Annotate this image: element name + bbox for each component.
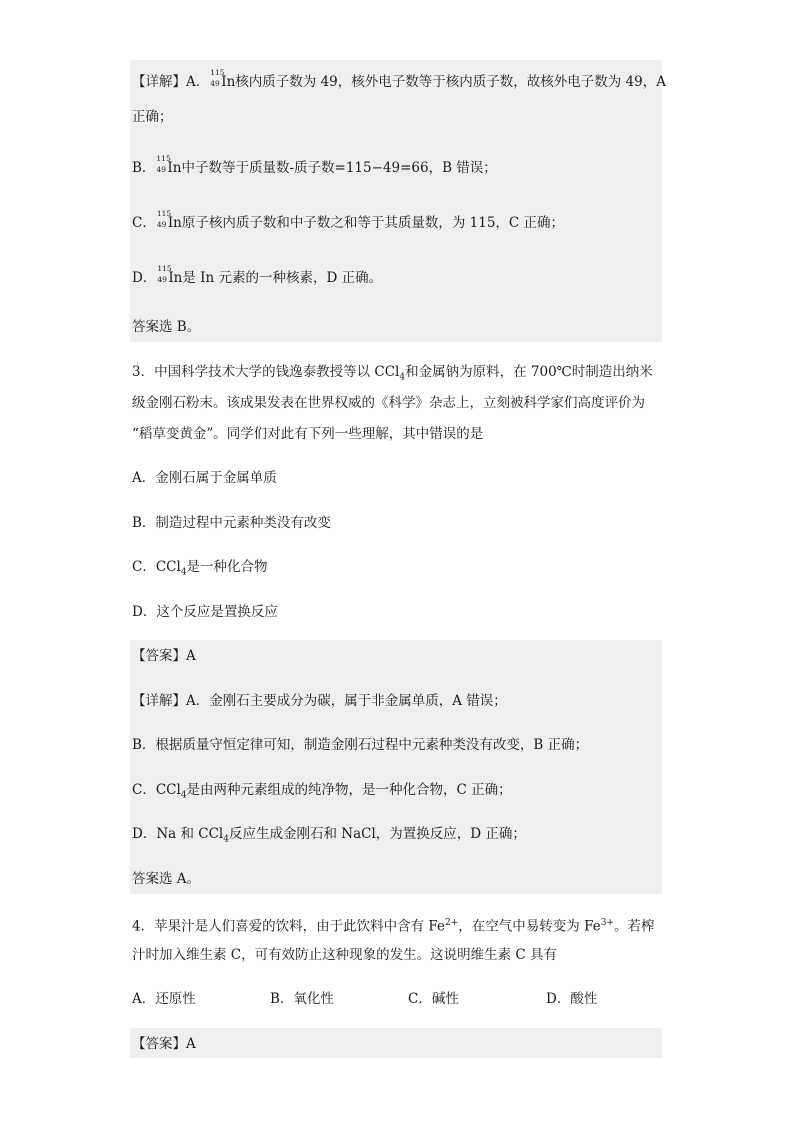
indium-isotope: 115 49 — [156, 209, 172, 229]
explanation-2-line-4: D．Na 和 CCl$_4$反应生成金刚石和 NaCl，为置换反应，D 正确； — [132, 826, 526, 845]
answer-3: 【答案】A — [132, 648, 196, 664]
explanation-2-line-3: C．CCl$_4$是由两种元素组成的纯净物，是一种化合物，C 正确； — [132, 782, 512, 801]
question-4-option-b: B．氧化性 — [270, 991, 334, 1007]
question-3-line-3: “稻草变黄金”。同学们对此有下列一些理解，其中错误的是 — [132, 426, 484, 442]
question-3-option-d: D．这个反应是置换反应 — [132, 604, 278, 620]
question-4-line-1: 4．苹果汁是人们喜爱的饮料，由于此饮料中含有 $Fe^{2+}$，在空气中易转变为 $Fe^{3+}$。若榨 — [132, 918, 655, 935]
question-4-line-2: 汁时加入维生素 C，可有效防止这种现象的发生。这说明维生素 C 具有 — [132, 947, 558, 963]
question-3-option-a: A．金刚石属于金属单质 — [132, 470, 277, 486]
indium-isotope: 115 49 — [157, 264, 172, 284]
explanation-1-line-1: 【详解】A． 115 49 In核内质子数为 49，核外电子数等于核内质子数，故核外电子数为 49，A — [132, 68, 666, 90]
question-4-options — [132, 989, 597, 1009]
question-4-option-c: C．碱性 — [408, 991, 459, 1007]
explanation-2-line-2: B．根据质量守恒定律可知，制造金刚石过程中元素种类没有改变，B 正确； — [132, 737, 589, 753]
question-3-line-2: 级金刚石粉末。该成果发表在世界权威的《科学》杂志上，立刻被科学家们高度评价为 — [132, 395, 645, 411]
explanation-2-conclusion: 答案选 A。 — [132, 871, 201, 887]
explanation-2-line-1: 【详解】A．金刚石主要成分为碳，属于非金属单质，A 错误； — [132, 693, 507, 709]
question-4-option-a: A．还原性 — [132, 991, 196, 1007]
question-3-option-b: B．制造过程中元素种类没有改变 — [132, 515, 331, 531]
question-3-option-c: C．CCl$_4$是一种化合物 — [132, 559, 268, 578]
explanation-block-2 — [130, 640, 662, 894]
explanation-1-option-c: C． 115 49 In原子核内质子数和中子数之和等于其质量数，为 115，C 正确； — [132, 209, 565, 231]
answer-block-3 — [130, 1028, 662, 1058]
explanation-block-1 — [130, 60, 662, 342]
indium-isotope: 115 49 — [156, 154, 171, 174]
question-3-line-1: 3．中国科学技术大学的钱逸泰教授等以 CCl$_4$和金属钠为原料，在 700℃时制造出纳米 — [132, 364, 653, 383]
explanation-1-option-b: B． 115 49 In中子数等于质量数-质子数=115−49=66，B 错误； — [132, 154, 497, 176]
explanation-1-line-2: 正确； — [132, 109, 173, 125]
question-4-option-d: D．酸性 — [546, 991, 598, 1007]
explanation-1-option-d: D． 115 49 In是 In 元素的一种核素，D 正确。 — [132, 264, 383, 286]
answer-4: 【答案】A — [132, 1036, 196, 1052]
indium-isotope: 115 49 — [210, 68, 225, 88]
explanation-1-conclusion: 答案选 B。 — [132, 319, 201, 335]
